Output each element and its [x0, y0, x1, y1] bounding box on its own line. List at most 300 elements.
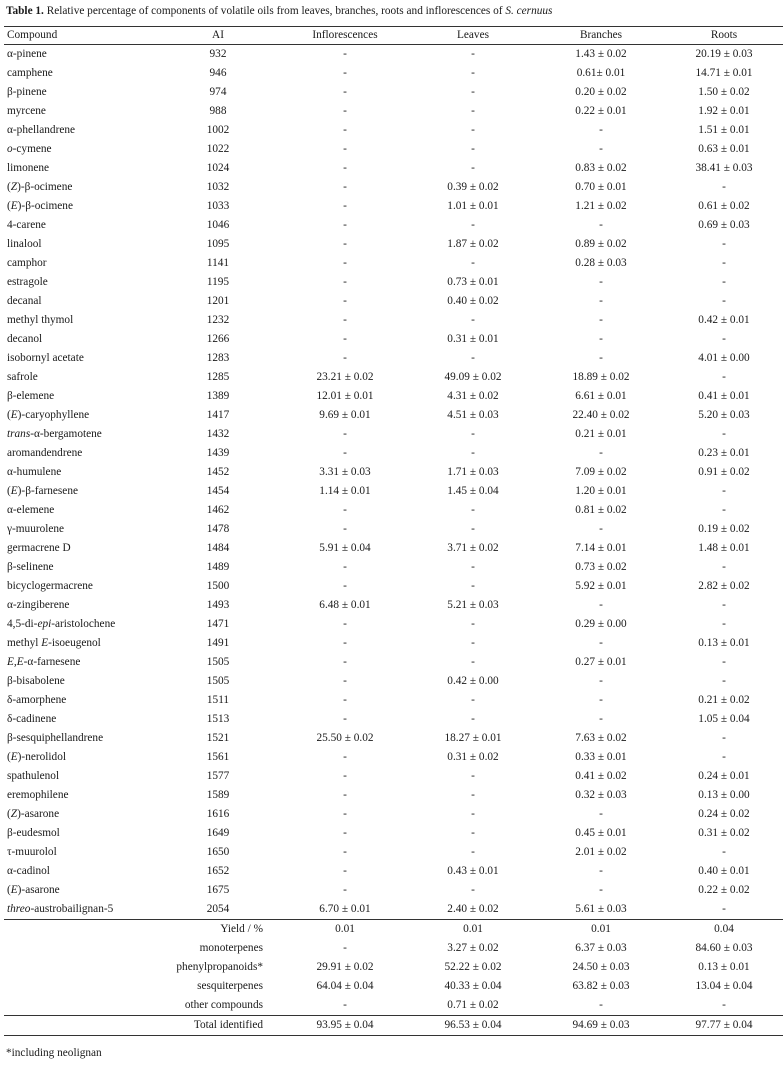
table-row	[4, 235, 783, 254]
summary-row	[4, 958, 783, 977]
ai-cell: 1439	[206, 447, 230, 459]
branches-cell: -	[599, 219, 603, 231]
ai-cell: 932	[209, 48, 227, 60]
compound-name-pre: β-selinene	[7, 561, 54, 573]
header-compound: Compound	[7, 29, 58, 41]
compound-cell	[4, 102, 155, 121]
summary-label: Yield / %	[4, 920, 281, 940]
roots-cell: 1.48 ± 0.01	[698, 542, 750, 554]
compound-name-pre: β-bisabolene	[7, 675, 65, 687]
branches-cell: 1.20 ± 0.01	[575, 485, 627, 497]
leaves-cell: 0.42 ± 0.00	[447, 675, 499, 687]
compound-name-post: )-β-farnesene	[17, 485, 78, 497]
branches-cell: 1.21 ± 0.02	[575, 200, 627, 212]
compound-name-post: )-nerolidol	[17, 751, 66, 763]
table-row	[4, 805, 783, 824]
compound-name-pre: estragole	[7, 276, 48, 288]
compound-name-post: -α-bergamotene	[30, 428, 102, 440]
caption-text: Relative percentage of components of volatile oils from leaves, branches, roots and inflorescences of	[43, 5, 506, 17]
compound-name-pre: camphene	[7, 67, 53, 79]
leaves-cell: 0.43 ± 0.01	[447, 865, 499, 877]
inflorescences-cell: -	[343, 67, 347, 79]
inflorescences-cell: -	[343, 447, 347, 459]
roots-cell: -	[722, 732, 726, 744]
compound-cell	[4, 311, 155, 330]
compound-name-post: -austrobailignan-5	[30, 903, 114, 915]
roots-cell: 0.13 ± 0.00	[698, 789, 750, 801]
table-row	[4, 387, 783, 406]
compound-name-pre: α-cadinol	[7, 865, 50, 877]
compound-name-italic: E	[10, 751, 18, 763]
summary-label: monoterpenes	[199, 942, 263, 954]
roots-cell: 0.04	[665, 920, 783, 940]
compound-cell	[4, 425, 155, 444]
ai-cell: 1489	[206, 561, 230, 573]
roots-cell: -	[722, 846, 726, 858]
table-row	[4, 140, 783, 159]
ai-cell: 1033	[206, 200, 230, 212]
roots-cell: -	[722, 675, 726, 687]
compound-name-pre: α-pinene	[7, 48, 47, 60]
compound-cell	[4, 501, 155, 520]
table-row	[4, 501, 783, 520]
inflorescences-cell: -	[343, 846, 347, 858]
leaves-cell: 52.22 ± 0.02	[444, 961, 502, 973]
inflorescences-cell: -	[343, 618, 347, 630]
compound-cell	[4, 463, 155, 482]
compound-cell	[4, 824, 155, 843]
inflorescences-cell: -	[343, 865, 347, 877]
compound-cell	[4, 767, 155, 786]
inflorescences-cell: -	[343, 295, 347, 307]
compound-name-pre: δ-cadinene	[7, 713, 57, 725]
inflorescences-cell: -	[343, 637, 347, 649]
compound-name-pre: decanol	[7, 333, 43, 345]
inflorescences-cell: -	[343, 770, 347, 782]
compound-name-pre: camphor	[7, 257, 47, 269]
leaves-cell: 3.71 ± 0.02	[447, 542, 499, 554]
compound-name-pre: 4-carene	[7, 219, 46, 231]
compound-cell	[4, 900, 155, 920]
inflorescences-cell: -	[343, 181, 347, 193]
inflorescences-cell: -	[343, 257, 347, 269]
leaves-cell: -	[471, 124, 475, 136]
compound-name-pre: δ-amorphene	[7, 694, 67, 706]
leaves-cell: -	[471, 447, 475, 459]
roots-cell: -	[722, 371, 726, 383]
table-row	[4, 425, 783, 444]
compound-name-pre: (	[7, 808, 11, 820]
header-inflorescences: Inflorescences	[312, 29, 378, 41]
table-row	[4, 520, 783, 539]
compound-name-pre: 4,5-di-	[7, 618, 38, 630]
leaves-cell: 0.40 ± 0.02	[447, 295, 499, 307]
compound-name-post: -isoeugenol	[48, 637, 101, 649]
table-row	[4, 634, 783, 653]
ai-cell: 1493	[206, 599, 230, 611]
leaves-cell: -	[471, 504, 475, 516]
branches-cell: 7.63 ± 0.02	[575, 732, 627, 744]
compound-cell	[4, 520, 155, 539]
header-leaves: Leaves	[457, 29, 489, 41]
branches-cell: 0.22 ± 0.01	[575, 105, 627, 117]
table-body	[4, 45, 783, 1036]
compound-cell	[4, 121, 155, 140]
inflorescences-cell: 0.01	[281, 920, 409, 940]
branches-cell: 0.27 ± 0.01	[575, 656, 627, 668]
ai-cell: 1002	[206, 124, 230, 136]
leaves-cell: 18.27 ± 0.01	[444, 732, 502, 744]
total-branches-cell: 94.69 ± 0.03	[537, 1016, 665, 1036]
compound-cell	[4, 748, 155, 767]
branches-cell: 0.45 ± 0.01	[575, 827, 627, 839]
roots-cell: 0.61 ± 0.02	[698, 200, 750, 212]
total-inflorescences-cell: 93.95 ± 0.04	[281, 1016, 409, 1036]
table-row	[4, 482, 783, 501]
compound-name-post: )-asarone	[17, 808, 60, 820]
table-row	[4, 121, 783, 140]
compound-cell	[4, 805, 155, 824]
branches-cell: 7.14 ± 0.01	[575, 542, 627, 554]
branches-cell: -	[599, 599, 603, 611]
total-roots-cell: 97.77 ± 0.04	[665, 1016, 783, 1036]
compound-cell	[4, 83, 155, 102]
table-row	[4, 653, 783, 672]
inflorescences-cell: 3.31 ± 0.03	[319, 466, 371, 478]
roots-cell: -	[722, 504, 726, 516]
table-row	[4, 786, 783, 805]
leaves-cell: 1.71 ± 0.03	[447, 466, 499, 478]
roots-cell: -	[722, 485, 726, 497]
branches-cell: 5.61 ± 0.03	[575, 903, 627, 915]
compound-cell	[4, 273, 155, 292]
compound-name-pre: β-eudesmol	[7, 827, 60, 839]
ai-cell: 1505	[206, 675, 230, 687]
compound-name-pre: myrcene	[7, 105, 46, 117]
table-row	[4, 558, 783, 577]
table-row	[4, 539, 783, 558]
inflorescences-cell: 23.21 ± 0.02	[316, 371, 374, 383]
table-row	[4, 45, 783, 65]
compound-cell	[4, 45, 155, 65]
ai-cell: 1454	[206, 485, 230, 497]
leaves-cell: -	[471, 770, 475, 782]
branches-cell: 0.01	[537, 920, 665, 940]
roots-cell: 0.40 ± 0.01	[698, 865, 750, 877]
leaves-cell: -	[471, 694, 475, 706]
roots-cell: 5.20 ± 0.03	[698, 409, 750, 421]
compound-name-pre: methyl thymol	[7, 314, 74, 326]
ai-cell: 1589	[206, 789, 230, 801]
inflorescences-cell: -	[343, 238, 347, 250]
table-row	[4, 330, 783, 349]
roots-cell: 38.41 ± 0.03	[695, 162, 753, 174]
inflorescences-cell: 29.91 ± 0.02	[316, 961, 374, 973]
branches-cell: 6.61 ± 0.01	[575, 390, 627, 402]
leaves-cell: -	[471, 656, 475, 668]
compound-cell	[4, 843, 155, 862]
inflorescences-cell: -	[343, 942, 347, 954]
inflorescences-cell: 25.50 ± 0.02	[316, 732, 374, 744]
ai-cell: 1095	[206, 238, 230, 250]
branches-cell: 0.83 ± 0.02	[575, 162, 627, 174]
roots-cell: 0.13 ± 0.01	[698, 961, 750, 973]
leaves-cell: 4.51 ± 0.03	[447, 409, 499, 421]
branches-cell: 0.33 ± 0.01	[575, 751, 627, 763]
compound-cell	[4, 216, 155, 235]
leaves-cell: 2.40 ± 0.02	[447, 903, 499, 915]
compound-name-pre: τ-muurolol	[7, 846, 57, 858]
branches-cell: -	[599, 999, 603, 1011]
ai-cell: 1650	[206, 846, 230, 858]
compound-name-italic: E	[10, 884, 18, 896]
branches-cell: 24.50 ± 0.03	[572, 961, 630, 973]
ai-cell: 988	[209, 105, 227, 117]
leaves-cell: -	[471, 105, 475, 117]
leaves-cell: -	[471, 162, 475, 174]
ai-cell: 1432	[206, 428, 230, 440]
header-ai: AI	[212, 29, 224, 41]
compound-cell	[4, 197, 155, 216]
branches-cell: -	[599, 352, 603, 364]
leaves-cell: -	[471, 846, 475, 858]
compound-cell	[4, 691, 155, 710]
ai-cell: 1452	[206, 466, 230, 478]
inflorescences-cell: -	[343, 561, 347, 573]
total-label: Total identified	[4, 1016, 281, 1036]
compound-name-pre: α-zingiberene	[7, 599, 70, 611]
inflorescences-cell: -	[343, 86, 347, 98]
branches-cell: -	[599, 447, 603, 459]
branches-cell: -	[599, 884, 603, 896]
compound-cell	[4, 368, 155, 387]
total-leaves-cell: 96.53 ± 0.04	[409, 1016, 537, 1036]
compound-cell	[4, 349, 155, 368]
compound-cell	[4, 881, 155, 900]
table-row	[4, 691, 783, 710]
ai-cell: 1491	[206, 637, 230, 649]
roots-cell: 0.41 ± 0.01	[698, 390, 750, 402]
branches-cell: -	[599, 865, 603, 877]
compound-name-italic: Z	[10, 808, 18, 820]
header-roots: Roots	[710, 29, 738, 41]
roots-cell: 20.19 ± 0.03	[695, 48, 753, 60]
inflorescences-cell: -	[343, 314, 347, 326]
table-row	[4, 178, 783, 197]
compound-name-pre: (	[7, 200, 11, 212]
roots-cell: 0.91 ± 0.02	[698, 466, 750, 478]
branches-cell: 18.89 ± 0.02	[572, 371, 630, 383]
ai-cell: 1285	[206, 371, 230, 383]
compound-name-pre: isobornyl acetate	[7, 352, 84, 364]
table-row	[4, 824, 783, 843]
inflorescences-cell: -	[343, 352, 347, 364]
compound-name-post: -aristolochene	[51, 618, 116, 630]
ai-cell: 974	[209, 86, 227, 98]
branches-cell: 0.29 ± 0.00	[575, 618, 627, 630]
leaves-cell: -	[471, 67, 475, 79]
roots-cell: 0.24 ± 0.02	[698, 808, 750, 820]
ai-cell: 1577	[206, 770, 230, 782]
table-caption	[6, 4, 778, 18]
inflorescences-cell: 64.04 ± 0.04	[316, 980, 374, 992]
ai-cell: 1417	[206, 409, 230, 421]
ai-cell: 1478	[206, 523, 230, 535]
roots-cell: -	[722, 428, 726, 440]
summary-row	[4, 920, 783, 940]
leaves-cell: -	[471, 314, 475, 326]
inflorescences-cell: 5.91 ± 0.04	[319, 542, 371, 554]
branches-cell: -	[599, 314, 603, 326]
table-row	[4, 406, 783, 425]
compound-cell	[4, 235, 155, 254]
compound-name-pre: (	[7, 485, 11, 497]
compound-name-italic: epi	[37, 618, 52, 630]
roots-cell: 0.69 ± 0.03	[698, 219, 750, 231]
compound-name-italic: o	[7, 143, 13, 155]
leaves-cell: -	[471, 789, 475, 801]
table-row	[4, 672, 783, 691]
table-row	[4, 881, 783, 900]
leaves-cell: -	[471, 143, 475, 155]
table-row	[4, 273, 783, 292]
caption-species: S. cernuus	[505, 5, 553, 17]
footnote: *including neolignan	[6, 1047, 102, 1059]
compound-cell	[4, 862, 155, 881]
compound-cell	[4, 786, 155, 805]
inflorescences-cell: -	[343, 827, 347, 839]
compound-cell	[4, 710, 155, 729]
leaves-cell: 40.33 ± 0.04	[444, 980, 502, 992]
branches-cell: 0.20 ± 0.02	[575, 86, 627, 98]
inflorescences-cell: -	[343, 333, 347, 345]
branches-cell: 1.43 ± 0.02	[575, 48, 627, 60]
leaves-cell: -	[471, 352, 475, 364]
inflorescences-cell: -	[343, 580, 347, 592]
inflorescences-cell: -	[343, 694, 347, 706]
inflorescences-cell: -	[343, 276, 347, 288]
branches-cell: -	[599, 713, 603, 725]
roots-cell: 84.60 ± 0.03	[695, 942, 753, 954]
inflorescences-cell: -	[343, 143, 347, 155]
compound-cell	[4, 596, 155, 615]
header-row	[4, 27, 783, 45]
compound-name-pre: β-sesquiphellandrene	[7, 732, 104, 744]
inflorescences-cell: 1.14 ± 0.01	[319, 485, 371, 497]
inflorescences-cell: -	[343, 124, 347, 136]
compound-name-pre: (	[7, 181, 11, 193]
compound-name-pre: β-pinene	[7, 86, 47, 98]
leaves-cell: 5.21 ± 0.03	[447, 599, 499, 611]
inflorescences-cell: -	[343, 504, 347, 516]
summary-row	[4, 977, 783, 996]
ai-cell: 946	[209, 67, 227, 79]
leaves-cell: 0.31 ± 0.02	[447, 751, 499, 763]
roots-cell: 2.82 ± 0.02	[698, 580, 750, 592]
ai-cell: 1141	[206, 257, 230, 269]
leaves-cell: -	[471, 808, 475, 820]
inflorescences-cell: -	[343, 162, 347, 174]
compound-name-pre: α-phellandrene	[7, 124, 76, 136]
roots-cell: -	[722, 561, 726, 573]
compound-name-pre: germacrene D	[7, 542, 71, 554]
roots-cell: -	[722, 999, 726, 1011]
branches-cell: 5.92 ± 0.01	[575, 580, 627, 592]
inflorescences-cell: -	[343, 523, 347, 535]
compound-cell	[4, 387, 155, 406]
branches-cell: 7.09 ± 0.02	[575, 466, 627, 478]
summary-label: sesquiterpenes	[197, 980, 263, 992]
compound-name-italic: E	[10, 485, 18, 497]
table-row	[4, 577, 783, 596]
ai-cell: 2054	[206, 903, 230, 915]
leaves-cell: 49.09 ± 0.02	[444, 371, 502, 383]
inflorescences-cell: -	[343, 808, 347, 820]
branches-cell: 6.37 ± 0.03	[575, 942, 627, 954]
compound-cell	[4, 140, 155, 159]
branches-cell: -	[599, 276, 603, 288]
leaves-cell: -	[471, 827, 475, 839]
leaves-cell: -	[471, 48, 475, 60]
leaves-cell: -	[471, 86, 475, 98]
roots-cell: 0.24 ± 0.01	[698, 770, 750, 782]
table-row	[4, 596, 783, 615]
table-row	[4, 900, 783, 920]
compound-name-pre: (	[7, 409, 11, 421]
inflorescences-cell: -	[343, 713, 347, 725]
leaves-cell: 0.73 ± 0.01	[447, 276, 499, 288]
leaves-cell: -	[471, 523, 475, 535]
compound-cell	[4, 254, 155, 273]
table-row	[4, 159, 783, 178]
roots-cell: -	[722, 295, 726, 307]
branches-cell: -	[599, 295, 603, 307]
ai-cell: 1389	[206, 390, 230, 402]
ai-cell: 1505	[206, 656, 230, 668]
inflorescences-cell: -	[343, 999, 347, 1011]
leaves-cell: 4.31 ± 0.02	[447, 390, 499, 402]
compound-cell	[4, 577, 155, 596]
branches-cell: -	[599, 523, 603, 535]
inflorescences-cell: -	[343, 48, 347, 60]
ai-cell: 1201	[206, 295, 230, 307]
ai-cell: 1513	[206, 713, 230, 725]
leaves-cell: 0.39 ± 0.02	[447, 181, 499, 193]
roots-cell: 1.92 ± 0.01	[698, 105, 750, 117]
inflorescences-cell: 6.48 ± 0.01	[319, 599, 371, 611]
ai-cell: 1266	[206, 333, 230, 345]
branches-cell: -	[599, 637, 603, 649]
branches-cell: 0.41 ± 0.02	[575, 770, 627, 782]
compound-name-pre: methyl	[7, 637, 42, 649]
roots-cell: -	[722, 238, 726, 250]
inflorescences-cell: -	[343, 656, 347, 668]
compound-cell	[4, 444, 155, 463]
table-row	[4, 311, 783, 330]
table-row	[4, 710, 783, 729]
table-row	[4, 216, 783, 235]
ai-cell: 1471	[206, 618, 230, 630]
compound-cell	[4, 672, 155, 691]
leaves-cell: -	[471, 884, 475, 896]
compound-name-italic: E	[41, 637, 49, 649]
table-row	[4, 368, 783, 387]
roots-cell: 0.21 ± 0.02	[698, 694, 750, 706]
inflorescences-cell: 6.70 ± 0.01	[319, 903, 371, 915]
table-row	[4, 615, 783, 634]
leaves-cell: 0.31 ± 0.01	[447, 333, 499, 345]
branches-cell: 0.81 ± 0.02	[575, 504, 627, 516]
